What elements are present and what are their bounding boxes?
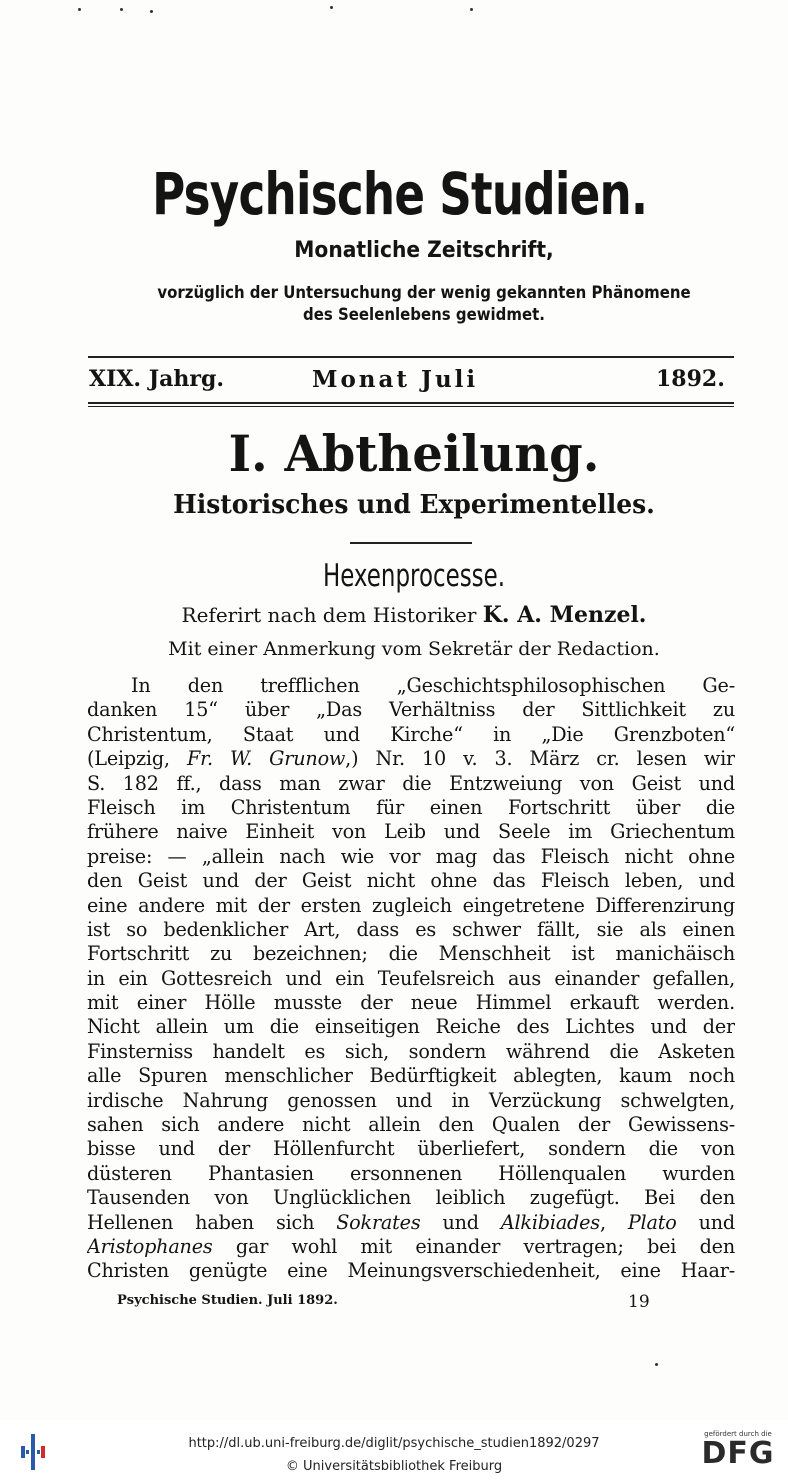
body-line: Finsterniss handelt es sich, sondern während die Asketen — [87, 1039, 735, 1063]
scan-speck — [655, 1363, 658, 1366]
body-line: mit einer Hölle musste der neue Himmel erkauft werden. — [87, 991, 735, 1015]
dfg-caption: gefördert durch die — [704, 1430, 772, 1438]
header-rule-top — [88, 356, 734, 358]
journal-title: Psychische Studien. — [152, 160, 648, 228]
byline-author: K. A. Menzel. — [482, 602, 647, 628]
body-line: Tausenden von Unglücklichen leiblich zugefügt. Bei den — [87, 1186, 735, 1210]
body-line: düsteren Phantasien ersonnenen Höllenqualen wurden — [87, 1161, 735, 1185]
body-line: frühere naive Einheit von Leib und Seele im Griechentum — [87, 820, 735, 844]
scan-speck — [120, 8, 123, 11]
journal-subtitle: Monatliche Zeitschrift, — [294, 238, 554, 263]
scan-speck — [470, 8, 473, 11]
body-line: in ein Gottesreich und ein Teufelsreich aus einander gefallen, — [87, 966, 735, 990]
body-line: Nicht allein um die einseitigen Reiche des Lichtes und der — [87, 1015, 735, 1039]
running-footer: Psychische Studien. Juli 1892. — [117, 1293, 338, 1308]
body-line: Fleisch im Christentum für einen Fortschritt über die — [87, 795, 735, 819]
article-byline — [20, 602, 788, 628]
copyright-notice: © Universitätsbibliothek Freiburg — [285, 1459, 503, 1474]
journal-tagline-line-1: vorzüglich der Untersuchung der wenig gekannten Phänomene — [157, 283, 691, 303]
body-line: (Leipzig, Fr. W. Grunow,) Nr. 10 v. 3. März cr. lesen wir — [87, 747, 735, 771]
body-line: den Geist und der Geist nicht ohne das Fleisch leben, und — [87, 869, 735, 893]
article-title: Hexenprocesse. — [322, 558, 506, 594]
body-line: ist so bedenklicher Art, dass es schwer fällt, sie als einen — [87, 917, 735, 941]
article-note: Mit einer Anmerkung vom Sekretär der Redaction. — [168, 638, 660, 660]
body-line: preise: — „allein nach wie vor mag das Fleisch nicht ohne — [87, 844, 735, 868]
body-line: bisse und der Höllenfurcht überliefert, sondern die von — [87, 1137, 735, 1161]
body-line: Hellenen haben sich Sokrates und Alkibiades, Plato und — [87, 1210, 735, 1234]
journal-tagline-line-2: des Seelenlebens gewidmet. — [303, 305, 545, 325]
body-line: danken 15“ über „Das Verhältniss der Sittlichkeit zu — [87, 698, 735, 722]
section-heading: I. Abtheilung. — [228, 424, 600, 483]
body-line: Christentum, Staat und Kirche“ in „Die Grenzboten“ — [87, 722, 735, 746]
byline-prefix: Referirt nach dem Historiker — [181, 603, 477, 627]
body-line: alle Spuren menschlicher Bedürftigkeit ablegten, kaum noch — [87, 1064, 735, 1088]
header-rule-bottom — [88, 402, 734, 404]
body-line: irdische Nahrung genossen und in Verzückung schwelgten, — [87, 1088, 735, 1112]
scan-speck — [78, 8, 81, 11]
source-url-link[interactable]: http://dl.ub.uni-freiburg.de/diglit/psychische_studien1892/0297 — [188, 1436, 600, 1451]
body-line: Christen genügte eine Meinungsverschiedenheit, eine Haar- — [87, 1259, 735, 1283]
article-body — [87, 674, 735, 1284]
scan-speck — [330, 6, 333, 9]
body-line: S. 182 ff., dass man zwar die Entzweiung von Geist und — [87, 771, 735, 795]
issue-year: 1892. — [656, 366, 725, 392]
body-line: In den trefflichen „Geschichtsphilosophischen Ge- — [131, 674, 735, 697]
issue-month: Monat Juli — [312, 366, 479, 393]
body-line: eine andere mit der ersten zugleich eingetretene Differenzirung — [87, 893, 735, 917]
issue-volume: XIX. Jahrg. — [89, 366, 225, 392]
page-number: 19 — [628, 1292, 650, 1312]
scan-speck — [150, 10, 153, 13]
dfg-wordmark: DFG — [701, 1436, 775, 1471]
header-rule-bottom-thin — [88, 406, 734, 407]
body-line: Aristophanes gar wohl mit einander vertragen; bei den — [87, 1234, 735, 1258]
body-line: sahen sich andere nicht allein den Qualen der Gewissens- — [87, 1113, 735, 1137]
section-divider — [350, 542, 472, 544]
dfg-logo — [696, 1430, 780, 1474]
body-line: Fortschritt zu bezeichnen; die Menschheit ist manichäisch — [87, 942, 735, 966]
section-subheading: Historisches und Experimentelles. — [173, 490, 655, 520]
